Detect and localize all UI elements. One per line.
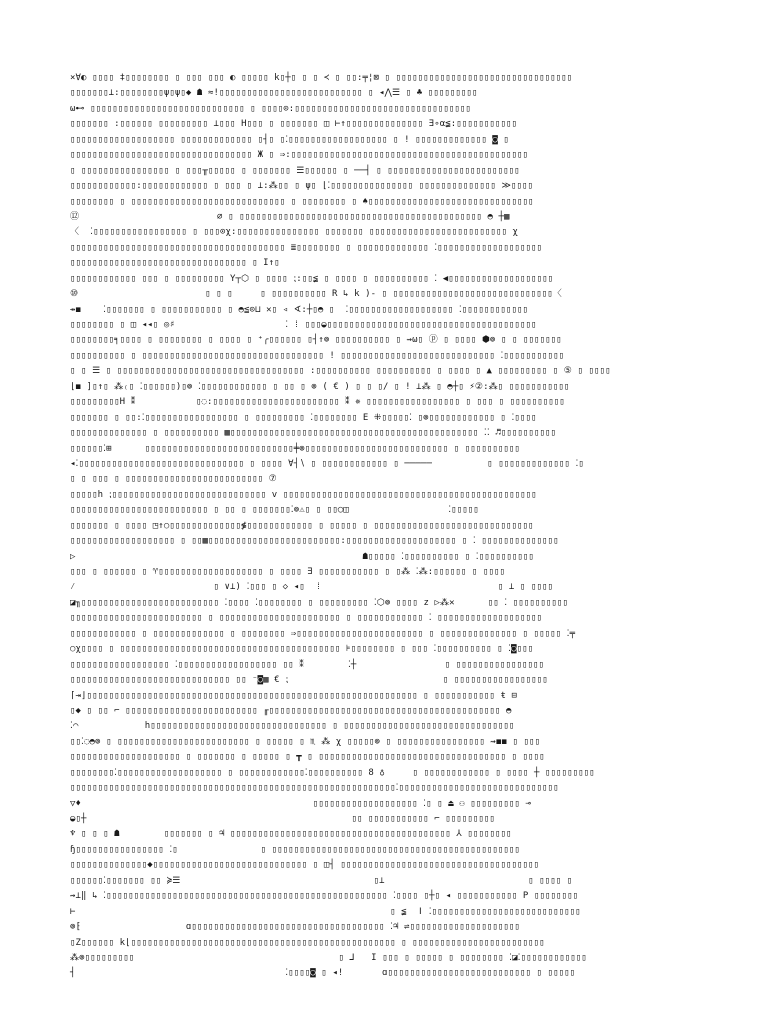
text-line: ⇸◼ ⁚▯▯▯▯▯▯▯ ▯ ▯▯▯▯▯▯▯▯▯▯▯ ▯ ◓≦⊙⊔ ✕▯ ◃ ∢:┼▯◓ ▯ ⁚▯▯▯▯▯▯▯▯▯▯▯▯▯▯▯▯▯▯▯ ⁚▯▯▯▯▯▯▯▯▯▯▯▯ (70, 304, 528, 315)
text-line: ▯▯▯▯▯h ⁏▯▯▯▯▯▯▯▯▯▯▯▯▯▯▯▯▯▯▯▯▯▯▯▯▯▯▯▯ v ▯▯▯▯▯▯▯▯▯▯▯▯▯▯▯▯▯▯▯▯▯▯▯▯▯▯▯▯▯▯▯▯▯▯▯▯▯▯▯▯▯▯▯▯▯▯ (70, 489, 537, 500)
text-line: ▯▯▯▯▯▯⁚▯▯▯▯▯▯▯ ▯▯ ≽☰ ▯⊥ ▯ ▯▯▯▯ ▯ (70, 875, 573, 886)
text-line: ▯▯▯▯▯▯▯ :▯▯▯▯▯▯ ▯▯▯▯▯▯▯▯▯ ⊥▯▯▯ H▯▯▯ ▯ ▯▯▯▯▯▯▯ ◫ ⊢↑▯▯▯▯▯▯▯▯▯▯▯▯▯▯ ∃∘α≨:▯▯▯▯▯▯▯▯▯▯▯ (70, 119, 517, 130)
text-line: ▯▯▯▯▯▯▯▯ ▯ ▯▯▯▯▯▯▯▯▯▯▯▯▯▯▯▯▯▯▯▯▯▯▯▯▯▯▯▯ ▯ ▯▯▯▯▯▯▯▯ ▯ ♠▯▯▯▯▯▯▯▯▯▯▯▯▯▯▯▯▯▯▯▯▯▯▯▯▯▯▯▯▯▯ (70, 196, 534, 207)
text-line: ⁚⌒ h▯▯▯▯▯▯▯▯▯▯▯▯▯▯▯▯▯▯▯▯▯▯▯▯▯▯▯▯▯▯▯▯ ▯ ▯▯▯▯▯▯▯▯▯▯▯▯▯▯▯▯▯▯▯▯▯▯▯▯▯▯▯▯▯▯▯ (70, 721, 515, 732)
text-line: 〈 ⁚▯▯▯▯▯▯▯▯▯▯▯▯▯▯▯▯▯ ▯ ▯▯▯⊙χ:▯▯▯▯▯▯▯▯▯▯▯▯▯▯▯ ▯▯▯▯▯▯▯ ▯▯▯▯▯▯▯▯▯▯▯▯▯▯▯▯▯▯▯▯▯▯▯▯▯ χ (70, 227, 519, 238)
document-page (70, 71, 700, 979)
text-line: ▯ ▯ ▯▯▯ ▯ ▯▯▯▯▯▯▯▯▯▯▯▯▯▯▯▯▯▯▯▯▯▯▯▯▯ ⑦ (70, 474, 277, 485)
text-line: ▯ ▯▯▯▯▯▯▯▯▯▯▯▯▯▯▯▯ ▯ ▯▯▯╥▯▯▯▯▯ ▯ ▯▯▯▯▯▯▯ ☰▯▯▯▯▯▯ ▯ ──┤ ▯ ▯▯▯▯▯▯▯▯▯▯▯▯▯▯▯▯▯▯▯▯▯▯▯▯ (70, 165, 520, 176)
text-line: ▯▯▯▯▯▯▯▯ ▯ ◫ ◂◂▯ ◎♯ ⁚ ⁞ ▯▯▯◒▯▯▯▯▯▯▯▯▯▯▯▯▯▯▯▯▯▯▯▯▯▯▯▯▯▯▯▯▯▯▯▯▯▯▯▯▯▯ (70, 320, 537, 330)
text-line: ▯▯▯▯▯▯▯⊥:▯▯▯▯▯▯▯▯ψ▯ψ▯◆ ☗ ≈!▯▯▯▯▯▯▯▯▯▯▯▯▯▯▯▯▯▯▯▯▯▯▯▯▯▯ ▯ ◂⋀☰ ▯ ♣ ▯▯▯▯▯▯▯▯▯ (70, 88, 478, 99)
text-line: ▯▯▯▯▯▯▯▯▯▯▯▯▯▯▯▯▯▯▯▯▯▯▯▯▯▯▯▯▯▯▯▯ ▯ I↑▯ (70, 258, 280, 269)
text-line: ▯Z▯▯▯▯▯▯ k⌊▯▯▯▯▯▯▯▯▯▯▯▯▯▯▯▯▯▯▯▯▯▯▯▯▯▯▯▯▯▯▯▯▯▯▯▯▯▯▯▯▯▯▯▯▯▯▯▯ ▯ ▯▯▯▯▯▯▯▯▯▯▯▯▯▯▯▯▯▯▯▯▯▯▯▯ (70, 937, 545, 948)
text-line: ▯▯▯▯▯▯▯▯▯H ⁑ ▯◌:▯▯▯▯▯▯▯▯▯▯▯▯▯▯▯▯▯▯▯▯▯▯▯ ⁑ ✵ ▯▯▯▯▯▯▯▯▯▯▯▯▯▯▯▯▯ ▯ ▯▯▯ ▯ ▯▯▯▯▯▯▯▯▯▯ (70, 397, 565, 408)
text-line: ▯▯▯▯▯▯▯▯▯▯▯▯▯▯▯▯▯▯▯▯▯▯▯▯▯▯▯▯▯▯▯▯▯ Ж ▯ ⇒:▯▯▯▯▯▯▯▯▯▯▯▯▯▯▯▯▯▯▯▯▯▯▯▯▯▯▯▯▯▯▯▯▯▯▯▯▯▯▯▯▯▯▯ (70, 150, 529, 161)
text-line: ○χ▯▯▯▯ ▯ ▯▯▯▯▯▯▯▯▯▯▯▯▯▯▯▯▯▯▯▯▯▯▯▯▯▯▯▯▯▯▯▯▯▯▯▯▯▯▯▯ ⊧▯▯▯▯▯▯▯▯ ▯ ▯▯▯ ⁚▯▯▯▯▯▯▯▯▯▯ ▯ ⁚◙▯▯▯ (70, 644, 534, 655)
text-line: ▯▯▯▯▯▯▯▯▯▯▯▯▯▯▯▯▯▯▯ ▯▯▯▯▯▯▯▯▯▯▯▯▯ ▯┤▯ ▯⁚▯▯▯▯▯▯▯▯▯▯▯▯▯▯▯▯▯▯ ▯ ! ▯▯▯▯▯▯▯▯▯▯▯▯▯ ◙ ▯ (70, 134, 509, 145)
text-line: ▯▯⁚◌◓⊚ ▯ ▯▯▯▯▯▯▯▯▯▯▯▯▯▯▯▯▯▯▯▯▯▯▯▯ ▯ ▯▯▯▯▯ ▯ ♏ ⁂ χ ▯▯▯▯▯⊚ ▯ ▯▯▯▯▯▯▯▯▯▯▯▯▯▯▯▯ ⇝◼◼ ▯ ▯▯▯ (70, 736, 541, 747)
text-line: ▯▯▯▯▯▯▯ ▯ ▯▯▯▯ ◳↑○▯▯▯▯▯▯▯▯▯▯▯▯▯≸▯▯▯▯▯▯▯▯▯▯▯▯ ▯ ▯▯▯▯▯ ▯ ▯▯▯▯▯▯▯▯▯▯▯▯▯▯▯▯▯▯▯▯▯▯▯▯▯▯▯▯▯ (70, 520, 534, 531)
text-line: ω⊷ ▯▯▯▯▯▯▯▯▯▯▯▯▯▯▯▯▯▯▯▯▯▯▯▯▯▯▯▯ ▯ ▯▯▯▯⊙:▯▯▯▯▯▯▯▯▯▯▯▯▯▯▯▯▯▯▯▯▯▯▯▯▯▯▯▯▯▯▯▯ (70, 103, 471, 114)
text-line: ×∀◐ ▯▯▯▯ ‡▯▯▯▯▯▯▯▯ ▯ ▯▯▯ ▯▯▯ ◐ ▯▯▯▯▯ k▯┼▯ ▯ ▯ ≺ ▯ ▯▯:╤¦⊠ ▯ ▯▯▯▯▯▯▯▯▯▯▯▯▯▯▯▯▯▯▯▯▯▯▯▯▯▯▯▯▯▯▯▯ (70, 73, 573, 83)
text-line: ▯▯▯▯▯▯▯ ▯ ▯▯:⁚▯▯▯▯▯▯▯▯▯▯▯▯▯▯▯▯▯ ▯ ▯▯▯▯▯▯▯▯▯ ⁚▯▯▯▯▯▯▯▯ E ⁜▯▯▯▯▯⁚ ▯⊚▯▯▯▯▯▯▯▯▯▯▯▯ ▯ ⁚▯▯▯▯ (70, 412, 537, 423)
text-line: ▯▯▯▯▯▯▯▯▯▯▯▯:▯▯▯▯▯▯▯▯▯▯▯▯ ▯ ▯▯▯ ▯ ⊥:⁂▯▯ ▯ ψ▯ ⌊⁚▯▯▯▯▯▯▯▯▯▯▯▯▯▯▯ ▯▯▯▯▯▯▯▯▯▯▯▯▯▯ ≫▯▯▯▯ (70, 181, 534, 192)
text-line: ▽♦ ▯▯▯▯▯▯▯▯▯▯▯▯▯▯▯▯▯▯▯ ⁚▯ ▯ ⏏ ⚇ ▯▯▯▯▯▯▯▯▯ ⊸ (70, 798, 531, 809)
text-line: ▯▯▯▯▯▯▯▯▯▯▯▯▯▯▯▯▯▯▯▯ ▯ ▯▯▯▯▯▯▯ ▯ ▯▯▯▯▯ ▯ ┳ ▯ ▯▯▯▯▯▯▯▯▯▯▯▯▯▯▯▯▯▯▯▯▯▯▯▯▯▯▯▯▯▯▯▯▯▯ ▯ ▯▯▯▯ (70, 752, 545, 763)
text-line: ▯ ▯ ☰ ▯ ▯▯▯▯▯▯▯▯▯▯▯▯▯▯▯▯▯▯▯▯▯▯▯▯▯▯▯▯▯▯▯▯▯▯ :▯▯▯▯▯▯▯▯▯▯ ▯▯▯▯▯▯▯▯▯▯ ▯ ▯▯▯▯ ▯ ▲ ▯▯▯▯▯▯▯▯▯ ▯ ⑤ ▯ ▯▯▯▯ (70, 366, 611, 377)
text-line: ⁂⊚▯▯▯▯▯▯▯▯▯ ▯ ⅃ I ▯▯▯ ▯ ▯▯▯▯▯ ▯ ▯▯▯▯▯▯▯▯ ⁚◪⁚▯▯▯▯▯▯▯▯▯▯▯▯ (70, 952, 587, 963)
text-line: ⑫ ∅ ▯ ▯▯▯▯▯▯▯▯▯▯▯▯▯▯▯▯▯▯▯▯▯▯▯▯▯▯▯▯▯▯▯▯▯▯▯▯▯▯▯▯▯▯▯▯ ◓ ┼▦ (70, 211, 510, 222)
text-line: ▷ ☗▯▯▯▯▯ ⁚▯▯▯▯▯▯▯▯▯▯ ▯ ⁚▯▯▯▯▯▯▯▯▯▯ (70, 551, 534, 562)
text-line: ▯▯▯▯▯▯▯▯▯▯ ▯ ▯▯▯▯▯▯▯▯▯▯▯▯▯▯▯▯▯▯▯▯▯▯▯▯▯▯▯▯▯▯▯▯▯ ! ▯▯▯▯▯▯▯▯▯▯▯▯▯▯▯▯▯▯▯▯▯▯▯▯▯▯▯▯ ⁚▯▯▯▯▯▯▯▯▯▯▯ (70, 350, 565, 361)
text-line: ▯▯▯▯▯▯▯▯▯▯▯▯▯▯▯▯▯▯▯▯▯▯▯▯▯ ▯ ▯▯ ▯ ▯▯▯▯▯▯▯⁚⊚⚠▯ ▯ ▯▯◯◫ ⁚▯▯▯▯▯ (70, 505, 479, 516)
text-line: ▯◆ ▯ ▯▯ ⌐ ▯▯▯▯▯▯▯▯▯▯▯▯▯▯▯▯▯▯▯▯▯▯▯▯ ╓▯▯▯▯▯▯▯▯▯▯▯▯▯▯▯▯▯▯▯▯▯▯▯▯▯▯▯▯▯▯▯▯▯▯▯▯▯▯▯▯▯▯ ◓ (70, 705, 512, 716)
text-line: ▯▯▯▯▯▯▯▯⁚▯▯▯▯▯▯▯▯▯▯▯▯▯▯▯▯▯▯▯ ▯ ▯▯▯▯▯▯▯▯▯▯▯▯⁚▯▯▯▯▯▯▯▯▯▯ 8 ♁ ▯ ▯▯▯▯▯▯▯▯▯▯▯▯ ▯ ▯▯▯▯ ┼ ▯▯▯▯▯▯▯▯▯ (70, 767, 595, 778)
text-line: ▯▯▯▯▯▯▯▯▯▯▯▯▯▯ ▯ ▯▯▯▯▯▯▯▯▯▯ ▦▯▯▯▯▯▯▯▯▯▯▯▯▯▯▯▯▯▯▯▯▯▯▯▯▯▯▯▯▯▯▯▯▯▯▯▯▯▯▯▯▯▯▯▯▯ ⁚⁚ ♬▯▯▯▯▯▯▯▯▯▯ (70, 428, 557, 439)
text-line: ▯▯▯▯▯▯▯▯▯▯▯▯▯▯▯▯▯▯ ⁚▯▯▯▯▯▯▯▯▯▯▯▯▯▯▯▯▯▯ ▯▯ ⁑ ⁚┼ ▯ ▯▯▯▯▯▯▯▯▯▯▯▯▯▯▯▯ (70, 659, 545, 670)
text-line: ◪╖▯▯▯▯▯▯▯▯▯▯▯▯▯▯▯▯▯▯▯▯▯▯▯▯▯ ⁚▯▯▯▯ ⁚▯▯▯▯▯▯▯▯ ▯ ▯▯▯▯▯▯▯▯▯ ⁚⬡⊚ ▯▯▯▯ z ▷⁂✕ ▯▯ ⁚ ▯▯▯▯▯▯▯▯▯▯ (70, 597, 568, 608)
text-line: ⌈⇥⌋▯▯▯▯▯▯▯▯▯▯▯▯▯▯▯▯▯▯▯▯▯▯▯▯▯▯▯▯▯▯▯▯▯▯▯▯▯▯▯▯▯▯▯▯▯▯▯▯▯▯▯▯▯▯▯▯▯▯▯▯ ▯ ▯▯▯▯▯▯▯▯▯▯▯ ŧ ⊟ (70, 690, 517, 701)
text-line: ▯▯▯▯▯▯▯▯▯▯▯▯ ▯▯▯ ▯ ▯▯▯▯▯▯▯▯▯ Y┬⬡ ▯ ▯▯▯▯ ⁏:▯▯≨ ▯ ▯▯▯▯ ▯ ▯▯▯▯▯▯▯▯▯▯ ⁚ ◀▯▯▯▯▯▯▯▯▯▯▯▯▯▯▯▯▯▯▯ (70, 273, 554, 284)
text-line: ▯▯▯▯▯▯▯▯▯▯▯▯ ▯ ▯▯▯▯▯▯▯▯▯▯▯▯▯ ▯ ▯▯▯▯▯▯▯▯ ⇒▯▯▯▯▯▯▯▯▯▯▯▯▯▯▯▯▯▯▯▯▯▯▯ ▯ ▯▯▯▯▯▯▯▯▯▯▯▯▯▯ ▯ ▯▯▯▯▯ ⁚╤ (70, 628, 576, 639)
text-line: ▯▯▯▯▯▯▯▯▯▯▯▯▯▯▯▯▯▯▯ ▯ ▯▯▦▯▯▯▯▯▯▯▯▯▯▯▯▯▯▯▯▯▯▯▯▯▯▯▯:▯▯▯▯▯▯▯▯▯▯▯▯▯▯▯▯▯▯▯▯ ▯ ⁚ ▯▯▯▯▯▯▯▯▯▯▯▯▯▯ (70, 536, 559, 547)
text-line: ⇝⊥‖ ↳ ⁚▯▯▯▯▯▯▯▯▯▯▯▯▯▯▯▯▯▯▯▯▯▯▯▯▯▯▯▯▯▯▯▯▯▯▯▯▯▯▯▯▯▯▯▯▯▯▯▯▯▯▯ ⁚▯▯▯▯ ▯┼▯ ◂ ▯▯▯▯▯▯▯▯▯▯▯ P ▯▯▯▯▯▯▯▯ (70, 891, 579, 902)
text-line: ▯▯▯▯▯▯▯▯▯▯▯▯▯▯▯▯▯▯▯▯▯▯▯▯ ▯ ▯▯▯▯▯▯▯▯▯▯▯▯▯▯▯▯▯▯▯▯▯▯ ▯ ▯▯▯▯▯▯▯▯▯▯▯▯ ⁚ ▯▯▯▯▯▯▯▯▯▯▯▯▯▯▯▯▯▯▯ (70, 613, 543, 624)
text-line: ▯▯▯ ▯ ▯▯▯▯▯▯ ▯ ♈▯▯▯▯▯▯▯▯▯▯▯▯▯▯▯▯▯▯▯ ▯ ▯▯▯▯ ∃ ▯▯▯▯▯▯▯▯▯▯▯ ▯ ▯⁂ ⁚⁂:▯▯▯▯▯▯ ▯ ▯▯▯▯ (70, 567, 506, 577)
text-line: ▯▯▯▯▯▯▯▯▯▯▯▯▯▯▯▯▯▯▯▯▯▯▯▯▯▯▯▯▯ ▯▯ ⁻◙▦ € ⁏ ▯ ▯▯▯▯▯▯▯▯▯▯▯▯▯▯▯▯▯ (70, 675, 548, 686)
text-line: ▯▯▯▯▯▯▯▯▯▯▯▯▯▯▯▯▯▯▯▯▯▯▯▯▯▯▯▯▯▯▯▯▯▯▯▯▯▯▯▯▯▯▯▯▯▯▯▯▯▯▯▯▯▯▯▯▯▯▯⁚▯▯▯▯▯▯▯▯▯▯▯▯▯▯▯▯▯▯▯▯▯▯▯▯▯▯▯▯▯ (70, 783, 559, 794)
text-line: ┤ ⁚▯▯▯▯◙ ▯ ◂! ɑ▯▯▯▯▯▯▯▯▯▯▯▯▯▯▯▯▯▯▯▯▯▯▯▯▯▯ ▯ ▯▯▯▯▯ (70, 968, 576, 979)
text-line: ⊚⁅ ɑ▯▯▯▯▯▯▯▯▯▯▯▯▯▯▯▯▯▯▯▯▯▯▯▯▯▯▯▯▯▯▯▯▯▯▯ ⁚♃ ⇌▯▯▯▯▯▯▯▯▯▯▯▯▯▯▯▯▯▯▯▯ (70, 922, 520, 933)
text-line: ⊢ ▯ ≨ ǀ ⁚▯▯▯▯▯▯▯▯▯▯▯▯▯▯▯▯▯▯▯▯▯▯▯▯▯▯▯ (70, 906, 581, 917)
text-line: ♆ ▯ ▯ ▯ ☗ ▯▯▯▯▯▯▯ ▯ ♃ ▯▯▯▯▯▯▯▯▯▯▯▯▯▯▯▯▯▯▯▯▯▯▯▯▯▯▯▯▯▯▯▯▯▯▯▯▯▯▯▯ ⅄ ▯▯▯▯▯▯▯▯ (70, 829, 512, 840)
text-line: ◒▯┼ ▯▯ ▯▯▯▯▯▯▯▯▯▯▯ ⌐ ▯▯▯▯▯▯▯▯▯ (70, 814, 495, 824)
text-line: ▯▯▯▯▯▯⁚⊞ ▯▯▯▯▯▯▯▯▯▯▯▯▯▯▯▯▯▯▯▯▯▯▯▯▯▯▯╪⊚▯▯▯▯▯▯▯▯▯▯▯▯▯▯▯▯▯▯▯▯▯▯▯▯▯▯ ▯ ▯▯▯▯▯▯▯▯▯▯ (70, 443, 520, 454)
text-line: ▯▯▯▯▯▯▯▯╕▯▯▯▯ ▯ ▯▯▯▯▯▯▯▯ ▯ ▯▯▯▯ ▯ ⁺╭▯▯▯▯▯▯ ▯┤↑⊚ ▯▯▯▯▯▯▯▯▯▯ ▯ ⇝ω▯ ⓟ ▯ ▯▯▯▯ ⬢⊚ ▯ ▯ ▯▯▯▯▯▯▯ (70, 335, 562, 346)
text-line: ɧ▯▯▯▯▯▯▯▯▯▯▯▯▯▯▯▯ ⁚▯ ▯ ▯▯▯▯▯▯▯▯▯▯▯▯▯▯▯▯▯▯▯▯▯▯▯▯▯▯▯▯▯▯▯▯▯▯▯▯▯▯▯▯▯▯▯▯▯ (70, 844, 520, 855)
text-line: ▯▯▯▯▯▯▯▯▯▯▯▯▯▯▯▯▯▯▯▯▯▯▯▯▯▯▯▯▯▯▯▯▯▯▯▯▯▯▯ ≣▯▯▯▯▯▯▯▯ ▯ ▯▯▯▯▯▯▯▯▯▯▯▯▯ ⁚▯▯▯▯▯▯▯▯▯▯▯▯▯▯▯▯▯▯▯ (70, 242, 543, 253)
text-line: ◂⁚▯▯▯▯▯▯▯▯▯▯▯▯▯▯▯▯▯▯▯▯▯▯▯▯▯▯▯▯▯▯ ▯ ▯▯▯▯ ∀┤∖ ▯ ▯▯▯▯▯▯▯▯▯▯▯▯ ▯ ───── ▯ ▯▯▯▯▯▯▯▯▯▯▯▯▯ ⁚▯ (70, 458, 584, 469)
text-line: ⌊◼ ]▯↑▯ ⁂₍▯ ⁚▯▯▯▯▯▯)▯⊚ ⁚▯▯▯▯▯▯▯▯▯▯▯▯ ▯ ▯▯ ▯ ⊚ ( € ) ▯ ▯ ▯/ ▯ ! ⊥⁂ ▯ ◓┼▯ ⚡②:⁂▯ ▯▯▯▯▯▯▯▯▯▯▯ (70, 381, 570, 392)
text-line: ⑩ ▯ ▯ ▯ ▯ ▯▯▯▯▯▯▯▯▯▯ R ↳ k )- ▯ ▯▯▯▯▯▯▯▯▯▯▯▯▯▯▯▯▯▯▯▯▯▯▯▯▯▯▯▯▯〈 (70, 289, 562, 300)
text-line: ▯▯▯▯▯▯▯▯▯▯▯▯▯▯◆▯▯▯▯▯▯▯▯▯▯▯▯▯▯▯▯▯▯▯▯▯▯▯▯▯▯▯▯ ▯ ◫┤ ▯▯▯▯▯▯▯▯▯▯▯▯▯▯▯▯▯▯▯▯▯▯▯▯▯▯▯▯▯▯▯▯▯▯▯▯ (70, 860, 540, 871)
text-line: ⁄ ▯ ∨⊥) ⁚▯▯▯ ▯ ◇ ◂▯ ⁞ ▯ ⊥ ▯ ▯▯▯▯ (70, 582, 554, 593)
